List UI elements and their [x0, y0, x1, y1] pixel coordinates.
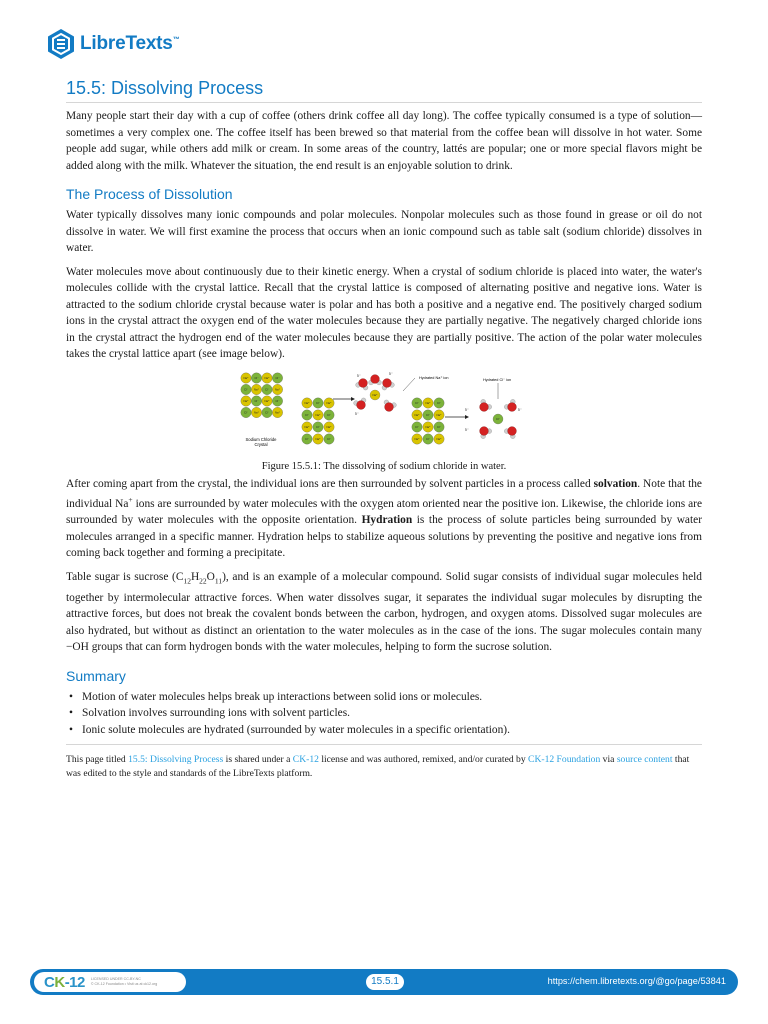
author-link[interactable]: CK-12 Foundation: [528, 754, 601, 766]
ion-label: Cl⁻: [254, 398, 259, 403]
summary-item: • Ionic solute molecules are hydrated (surrounded by water molecules in a specific orientation).: [66, 722, 702, 739]
ion-label: Na⁺: [274, 387, 281, 392]
hydrated-na-pointer: [403, 378, 415, 391]
sugar-paragraph: Table sugar is sucrose $(C_{12}H_{22}O_{11})$, and is an example of a molecular compound. Solid sugar consists of individual sugar molecules held together by intermolecular attractive forces. When water dissolves sugar, it separates the individual sugar molecules by disrupting the attractive forces, but does not break the covalent bonds between the carbon, hydrogen, and oxygen atoms. Dissolved sugar molecules are also hydrated, but without as distinct an orientation to the water molecules as in the case of the ions. The sugar molecules contain many −OH groups that can form hydrogen bonds with the water molecules, helping to form the sucrose solution.: [66, 570, 702, 654]
source-content-link[interactable]: source content: [616, 754, 673, 766]
libretexts-logo-icon: [46, 28, 76, 60]
ion-label: Na⁺: [414, 412, 420, 417]
partial-charge-label: δ⁻: [465, 406, 469, 412]
ion-label: Cl⁻: [414, 400, 420, 405]
summary-item: • Solvation involves surrounding ions with solvent particles.: [66, 705, 702, 722]
ion-label: Cl⁻: [326, 436, 332, 441]
water-molecule: [379, 376, 395, 390]
water-molecule: [353, 397, 369, 411]
ion-label: Na⁺: [315, 436, 321, 441]
ion-label: Cl⁻: [315, 400, 321, 405]
water-molecule: [503, 423, 519, 439]
ion-label: Na⁺: [253, 410, 260, 415]
section-heading-summary: Summary: [66, 667, 126, 684]
ion-label: Cl⁻: [495, 416, 501, 421]
page-title-link[interactable]: 15.5: Dissolving Process: [128, 754, 224, 766]
ion-label: Na⁺: [243, 398, 249, 403]
ion-label: Na⁺: [315, 412, 321, 417]
ion-label: Cl⁻: [436, 424, 442, 429]
term-solvation: solvation: [593, 477, 638, 490]
page-title: 15.5: Dissolving Process: [66, 78, 702, 103]
oxygen-atom: [506, 400, 518, 412]
ion-label: Cl⁻: [254, 375, 259, 380]
arrow-1-head: [351, 397, 355, 401]
hydrated-na-label: Hydrated Na⁺ ion: [419, 375, 449, 380]
ion-label: Cl⁻: [315, 424, 321, 429]
page-url[interactable]: https://chem.libretexts.org/@go/page/53841: [547, 976, 726, 986]
ion-label: Na⁺: [274, 410, 281, 415]
ion-label: Cl⁻: [243, 387, 249, 392]
page-number: 15.5.1: [366, 974, 404, 990]
figure-caption: Figure 15.5.1: The dissolving of sodium chloride in water.: [261, 460, 507, 472]
ck12-logo: CK-12: [44, 973, 85, 991]
ion-label: Na⁺: [304, 400, 310, 405]
ion-label: Na⁺: [304, 424, 310, 429]
oxygen-atom: [371, 374, 380, 383]
hydrated-cl-label: Hydrated Cl⁻ ion: [483, 377, 512, 382]
nacl-dissolving-diagram: [239, 371, 529, 459]
ion-label: Na⁺: [425, 424, 431, 429]
ion-label: Cl⁻: [275, 375, 280, 380]
ion-label: Na⁺: [372, 392, 378, 397]
solvation-paragraph: After coming apart from the crystal, the individual ions are then surrounded by solvent particles in a process called solvation. Note that the individual Na+ ions are surrounded by water molecules with the oxygen atom oriented near the positive ion. Likewise, the chloride ions are surrounded by water molecules with the opposite orientation. Hydration is the process of solute particles being surrounded by water molecules arranged in a specific manner. Hydration helps to stabilize aqueous solutions by preventing the positive and negative ions from coming back together and forming a precipitate.: [66, 477, 702, 560]
water-molecule: [369, 374, 382, 384]
term-hydration: Hydration: [361, 514, 413, 527]
ion-label: Na⁺: [253, 387, 260, 392]
ion-label: Cl⁻: [436, 400, 442, 405]
intro-paragraph: Many people start their day with a cup of coffee (others drink coffee all day long). The coffee typically consumed is a type of solution—sometimes a very complex one. The coffee itself has been brewed so that material from the coffee bean will dissolve in hot water. Some people add sugar, while others add milk or cream. In some areas of the country, lattés are popular; one or more special flavors might be added along with the milk. Whatever the situation, the end result is an enjoyable solution to drink.: [66, 110, 702, 172]
ion-label: Cl⁻: [425, 436, 431, 441]
partial-charge-label: δ⁻: [518, 406, 522, 412]
ion-label: Na⁺: [414, 436, 420, 441]
oxygen-atom: [478, 400, 490, 412]
license-link[interactable]: CK-12: [292, 754, 319, 766]
partial-charge-label: δ⁻: [465, 426, 469, 432]
ion-label: Cl⁻: [243, 410, 249, 415]
dissolution-paragraph-2: Water molecules move about continuously due to their kinetic energy. When a crystal of sodium chloride is placed into water, the water's molecules collide with the crystal lattice. Recall that the crystal lattice is composed of alternating positive and negative ions. Water is attracted to the sodium chloride crystal because water is polar and has both a positive and a negative end. The positively charged sodium ions in the crystal attract the oxygen end of the water molecules because they are partially negative. The negatively charged chloride ions in the crystal attract the hydrogen end of the water molecules because they are partially positive. The action of the polar water molecules takes the crystal lattice apart (see image below).: [66, 265, 702, 360]
water-molecule: [476, 423, 492, 439]
arrow-2-head: [465, 415, 469, 419]
section-heading-dissolution: The Process of Dissolution: [66, 186, 233, 202]
ion-label: Cl⁻: [304, 436, 310, 441]
partial-charge-label: δ⁻: [355, 410, 359, 416]
ion-label: Na⁺: [436, 436, 442, 441]
ion-label: Cl⁻: [326, 412, 332, 417]
ion-label: Cl⁻: [304, 412, 310, 417]
partial-charge-label: δ⁻: [389, 370, 393, 376]
crystal-label-line2: Crystal: [254, 441, 268, 447]
summary-list: [66, 689, 702, 739]
ion-label: Cl⁻: [414, 424, 420, 429]
page-content: [66, 78, 702, 781]
ion-label: Cl⁻: [425, 412, 431, 417]
logo-text: LibreTexts™: [80, 33, 180, 54]
ion-label: Na⁺: [326, 424, 332, 429]
summary-item: • Motion of water molecules helps break up interactions between solid ions or molecules.: [66, 689, 702, 706]
ion-label: Na⁺: [436, 412, 442, 417]
ck12-license-badge[interactable]: [34, 972, 186, 992]
license-footer: This page titled 15.5: Dissolving Process is shared under a CK-12 license and was authored, remixed, and/or curated by CK-12 Foundation via source content that was edited to the style and standards of the LibreTexts platform.: [66, 744, 702, 781]
water-molecule: [355, 376, 371, 390]
partial-charge-label: δ⁻: [357, 372, 361, 378]
ion-label: Na⁺: [264, 375, 270, 380]
water-molecule: [476, 398, 492, 414]
crystal-label-line1: Sodium Chloride: [245, 436, 277, 442]
oxygen-atom: [478, 424, 490, 436]
ion-label: Na⁺: [243, 375, 249, 380]
water-molecule: [381, 399, 397, 413]
ion-label: Cl⁻: [264, 410, 270, 415]
libretexts-logo[interactable]: [46, 28, 180, 60]
oxygen-atom: [506, 424, 518, 436]
ion-label: Cl⁻: [264, 387, 270, 392]
ion-label: Na⁺: [425, 400, 431, 405]
ion-label: Na⁺: [264, 398, 270, 403]
figure-dissolving-nacl: [66, 371, 702, 472]
bottom-bar: [30, 969, 738, 995]
ck12-license-text: LICENSED UNDER CC-BY-NC © CK-12 Foundation • Visit us at ck12.org: [90, 977, 158, 986]
dissolution-paragraph-1: Water typically dissolves many ionic compounds and polar molecules. Nonpolar molecules such as those found in grease or oil do not dissolve in water. We will first examine the process that occurs when an ionic compound such as table salt (sodium chloride) dissolves in water.: [66, 209, 702, 254]
ion-label: Cl⁻: [275, 398, 280, 403]
ion-label: Na⁺: [326, 400, 332, 405]
